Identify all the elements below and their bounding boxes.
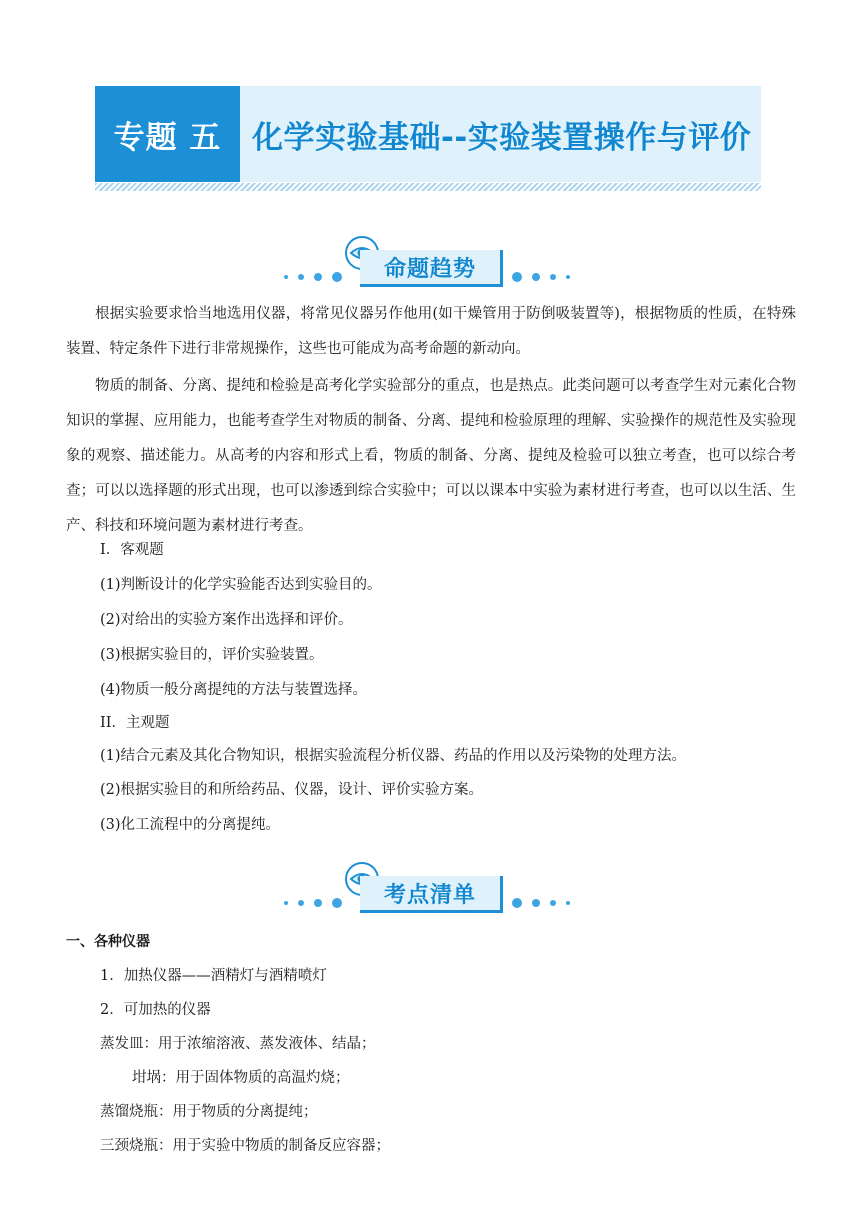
section-title-list: 考点清单 [360, 876, 503, 913]
list-item: (3)根据实验目的，评价实验装置。 [100, 647, 324, 663]
paragraph-1: 根据实验要求恰当地选用仪器，将常见仪器另作他用(如干燥管用于防倒吸装置等)，根据物质的性质，在特殊装置、特定条件下进行非常规操作，这些也可能成为高考命题的新动向。 [66, 306, 796, 357]
subjective-heading: II．主观题 [100, 715, 170, 731]
list-item: (1)判断设计的化学实验能否达到实验目的。 [100, 577, 382, 593]
section-heading: 一、各种仪器 [66, 934, 150, 950]
section-header-trend [0, 236, 860, 296]
objective-heading: I．客观题 [100, 542, 164, 558]
list-item: 蒸发皿：用于浓缩溶液、蒸发液体、结晶； [100, 1036, 376, 1052]
list-item: 2．可加热的仪器 [100, 1002, 211, 1018]
paragraph-2: 物质的制备、分离、提纯和检验是高考化学实验部分的重点，也是热点。此类问题可以考查学生对元素化合物知识的掌握、应用能力，也能考查学生对物质的制备、分离、提纯和检验原理的理解、实验操作的规范性及实验现象的观察、描述能力。从高考的内容和形式上看，物质的制备、分离、提纯及检验可以独立考查，也可以综合考查；可以以选择题的形式出现，也可以渗透到综合实验中；可以以课本中实验为素材进行考查，也可以以生活、生产、科技和环境问题为素材进行考查。 [66, 378, 796, 534]
page-banner [95, 86, 761, 182]
list-item: 坩埚：用于固体物质的高温灼烧； [132, 1070, 350, 1086]
left-dots [284, 898, 342, 908]
left-dots [284, 272, 342, 282]
page-title: 化学实验基础--实验装置操作与评价 [240, 86, 761, 182]
list-item: (4)物质一般分离提纯的方法与装置选择。 [100, 682, 368, 698]
list-item: 1．加热仪器——酒精灯与酒精喷灯 [100, 968, 327, 984]
list-item: 蒸馏烧瓶：用于物质的分离提纯； [100, 1104, 318, 1120]
right-dots [512, 272, 570, 282]
topic-label: 专题 五 [95, 86, 240, 182]
list-item: 三颈烧瓶：用于实验中物质的制备反应容器； [100, 1138, 390, 1154]
list-item: (1)结合元素及其化合物知识，根据实验流程分析仪器、药品的作用以及污染物的处理方法。 [100, 748, 687, 764]
list-item: (2)根据实验目的和所给药品、仪器，设计、评价实验方案。 [100, 782, 484, 798]
right-dots [512, 898, 570, 908]
section-header-list [0, 862, 860, 922]
section-title-trend: 命题趋势 [360, 250, 503, 287]
banner-stripe [95, 183, 761, 191]
list-item: (3)化工流程中的分离提纯。 [100, 817, 281, 833]
list-item: (2)对给出的实验方案作出选择和评价。 [100, 612, 353, 628]
